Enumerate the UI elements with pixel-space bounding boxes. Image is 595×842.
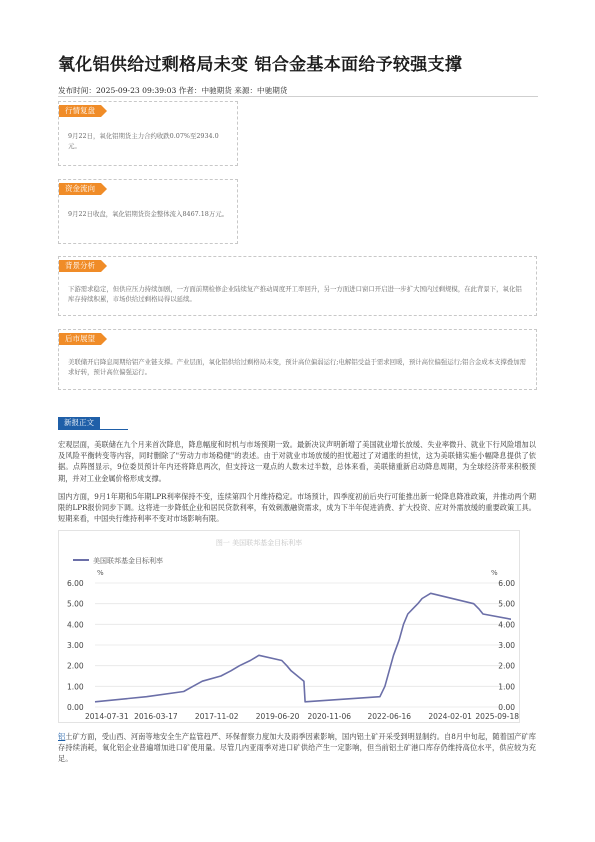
x-tick-label: 2020-11-06 <box>307 712 352 721</box>
section-text-fund-flow: 9月22日收盘，氧化铝期货资金整体流入8467.18万元。 <box>68 210 229 218</box>
y-unit-right: % <box>491 569 498 577</box>
x-tick-label: 2022-06-16 <box>367 712 412 721</box>
x-tick-label: 2019-06-20 <box>255 712 300 721</box>
bauxite-lead-link[interactable]: 铝 <box>58 732 66 741</box>
x-tick-label: 2024-02-01 <box>428 712 472 721</box>
y-axis-ticks <box>67 579 515 712</box>
y-tick-left: 5.00 <box>67 599 84 609</box>
x-tick-label: 2025-09-18 <box>475 712 519 721</box>
news-tag-underline <box>58 429 128 430</box>
y-tick-right: 3.00 <box>498 641 515 650</box>
y-tick-left: 4.00 <box>67 620 84 630</box>
chart-grid <box>95 583 511 707</box>
y-tick-left: 6.00 <box>67 579 84 588</box>
chart-title: 图一 美国联邦基金目标利率 <box>215 539 303 547</box>
legend-label: 美国联邦基金目标利率 <box>93 557 163 565</box>
section-text-market-review: 9月22日，氧化铝期货主力合约收跌0.07%至2934.0元。 <box>68 132 219 150</box>
fed-rate-chart <box>58 530 520 723</box>
article-title: 氧化铝供给过剩格局未变 铝合金基本面给予较强支撑 <box>58 55 463 75</box>
section-tag-fund-flow: 资金流向 <box>59 183 101 195</box>
x-tick-label: 2014-07-31 <box>85 712 129 721</box>
section-tag-background: 背景分析 <box>59 260 101 272</box>
y-tick-left: 1.00 <box>67 682 84 692</box>
y-tick-left: 3.00 <box>67 641 84 650</box>
y-tick-right: 2.00 <box>498 661 515 671</box>
x-tick-label: 2017-11-02 <box>194 712 239 721</box>
section-text-background: 下游需求稳定，但供应压力持续加剧，一方面前期检修企业陆续复产推动周度开工率回升，另一方面进口窗口开启进一步扩大国内过剩规模，在此背景下，氧化铝库存持续积累，市场供给过剩格局得以延续。 <box>68 285 522 303</box>
news-paragraph-macro: 宏观层面，美联储在九个月来首次降息，降息幅度和时机与市场预期一致。最新决议声明新增了美国就业增长放缓、失业率微升、就业下行风险增加以及风险平衡转变等内容，同时删除了"劳动力市场稳健"的表述。由于对就业市场放缓的担忧超过了对通胀的担忧，这为美联储实施小幅降息提供了依据。点阵图显示，9位委员预计年内还将降息两次，但支持这一观点的人数未过半数，总体来看，美联储重新启动降息周期，为全球经济带来积极预期，并对工业金属价格形成支撑。 <box>58 440 536 483</box>
section-tag-market-review: 行情复盘 <box>59 105 101 117</box>
article-meta: 发布时间：2025-09-23 09:39:03 作者：中驰期货 来源：中驰期货 <box>58 86 288 95</box>
y-tick-right: 4.00 <box>498 620 515 630</box>
section-market-review <box>58 101 238 166</box>
y-unit-left: % <box>97 569 104 577</box>
x-tick-label: 2016-03-17 <box>134 712 178 721</box>
section-fund-flow <box>58 179 238 244</box>
section-tag-outlook: 后市展望 <box>59 333 101 345</box>
section-outlook <box>58 329 537 390</box>
y-tick-right: 5.00 <box>498 599 515 609</box>
fed-rate-chart-svg <box>59 531 521 724</box>
y-tick-right: 6.00 <box>498 579 515 588</box>
section-background <box>58 256 537 316</box>
news-paragraph-domestic: 国内方面，9月1年期和5年期LPR利率保持不变，连续第四个月维持稳定。市场预计，四季度初前后央行可能推出新一轮降息降准政策，并推动两个期限的LPR报价同步下调。这将进一步降低企业和居民贷款利率，有效刺激融资需求，成为下半年促进消费、扩大投资、应对外需放缓的重要政策工具。短期来看，中国央行维持利率不变对市场影响有限。 <box>58 492 536 524</box>
y-tick-right: 1.00 <box>498 682 515 692</box>
chart-series <box>95 593 511 702</box>
section-text-outlook: 美联储开启降息周期给铝产业链支撑。产业层面，氧化铝供给过剩格局未变，预计高位偏弱运行;电解铝受益于需求回暖，预计高位偏强运行;铝合金成本支撑叠加需求好转，预计高位偏强运行。 <box>68 358 527 376</box>
news-paragraph-bauxite <box>58 731 536 765</box>
x-axis-ticks <box>85 712 519 721</box>
bauxite-text: 土矿方面，受山西、河南等地安全生产监管趋严、环保督察力度加大及雨季因素影响，国内铝土矿开采受到明显制约。自8月中旬起，随着国产矿库存持续消耗，氧化铝企业普遍增加进口矿使用量。尽管几内亚雨季对进口矿供给产生一定影响，但当前铝土矿港口库存仍维持高位水平，供应较为充足。 <box>58 732 536 764</box>
meta-divider <box>58 96 538 97</box>
y-tick-left: 2.00 <box>67 661 84 671</box>
y-tick-right: 0.00 <box>498 703 515 712</box>
series-line-fed-rate <box>95 593 511 702</box>
news-body-tag: 新报正文 <box>58 417 100 429</box>
y-tick-left: 0.00 <box>67 703 84 712</box>
